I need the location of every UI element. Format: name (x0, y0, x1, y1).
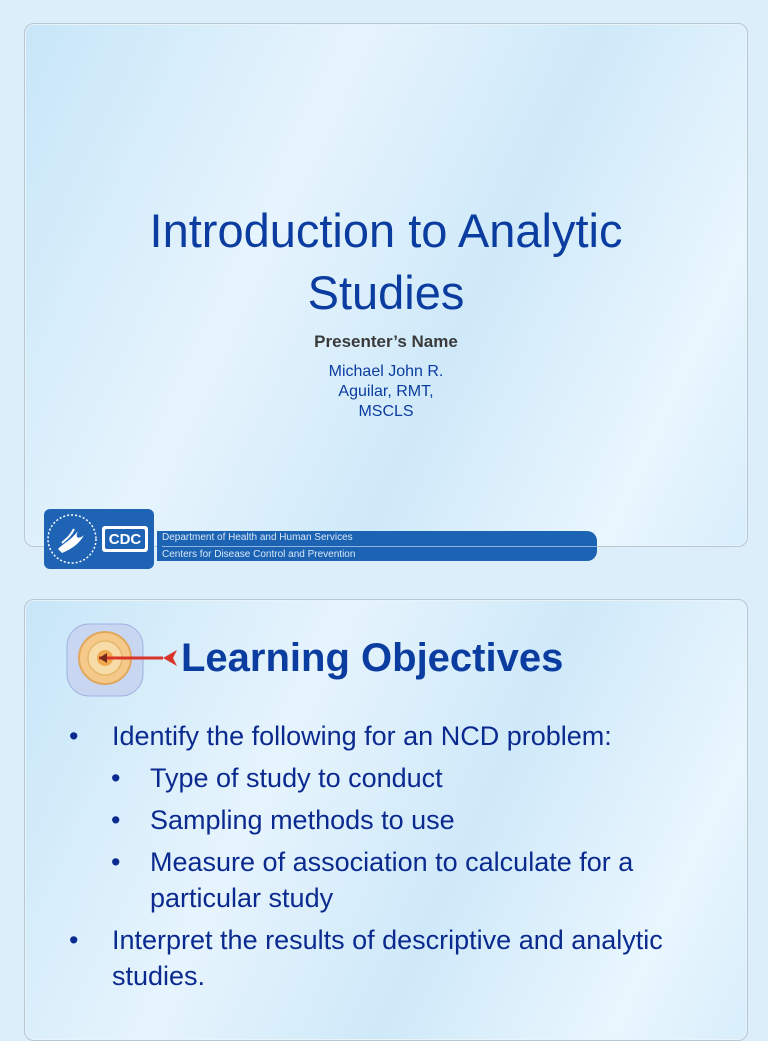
agency-bar (157, 531, 597, 561)
title-slide (24, 23, 748, 560)
learning-objectives-slide (24, 599, 748, 1041)
title-line-2: Studies (307, 266, 465, 319)
agency-divider (162, 546, 597, 547)
list-item-text: Measure of association to calculate for a particular study (150, 847, 634, 913)
list-item-text: Type of study to conduct (150, 763, 443, 793)
list-item (49, 802, 729, 838)
hhs-cdc-logo (44, 509, 154, 569)
cdc-logo-text: CDC (108, 531, 142, 548)
bullet-icon: • (111, 805, 121, 835)
bullet-icon: • (69, 721, 79, 751)
slide-title: Learning Objectives (181, 636, 564, 680)
list-item (49, 922, 729, 994)
list-item (49, 844, 729, 916)
bullet-icon: • (111, 763, 121, 793)
list-item (49, 760, 729, 796)
target-arrow-icon (63, 618, 183, 698)
list-item-text: Sampling methods to use (150, 805, 455, 835)
presenter-line: MSCLS (358, 403, 414, 420)
presenter-label: Presenter’s Name (314, 332, 458, 351)
presenter-line: Michael John R. (328, 363, 444, 380)
bullet-icon: • (69, 925, 79, 955)
hhs-eagle-icon (44, 509, 154, 569)
list-item (49, 718, 729, 754)
agency-line-1: Department of Health and Human Services (162, 532, 353, 543)
list-item-text: Identify the following for an NCD problem: (112, 721, 612, 751)
objectives-list (49, 718, 729, 1000)
slide-title (25, 200, 747, 324)
bullet-icon: • (111, 847, 121, 877)
list-item-text: Interpret the results of descriptive and analytic studies. (112, 925, 663, 991)
agency-line-2: Centers for Disease Control and Prevention (162, 549, 356, 560)
title-line-1: Introduction to Analytic (149, 204, 623, 257)
presenter-name (25, 362, 747, 422)
presenter-line: Aguilar, RMT, (338, 383, 434, 400)
